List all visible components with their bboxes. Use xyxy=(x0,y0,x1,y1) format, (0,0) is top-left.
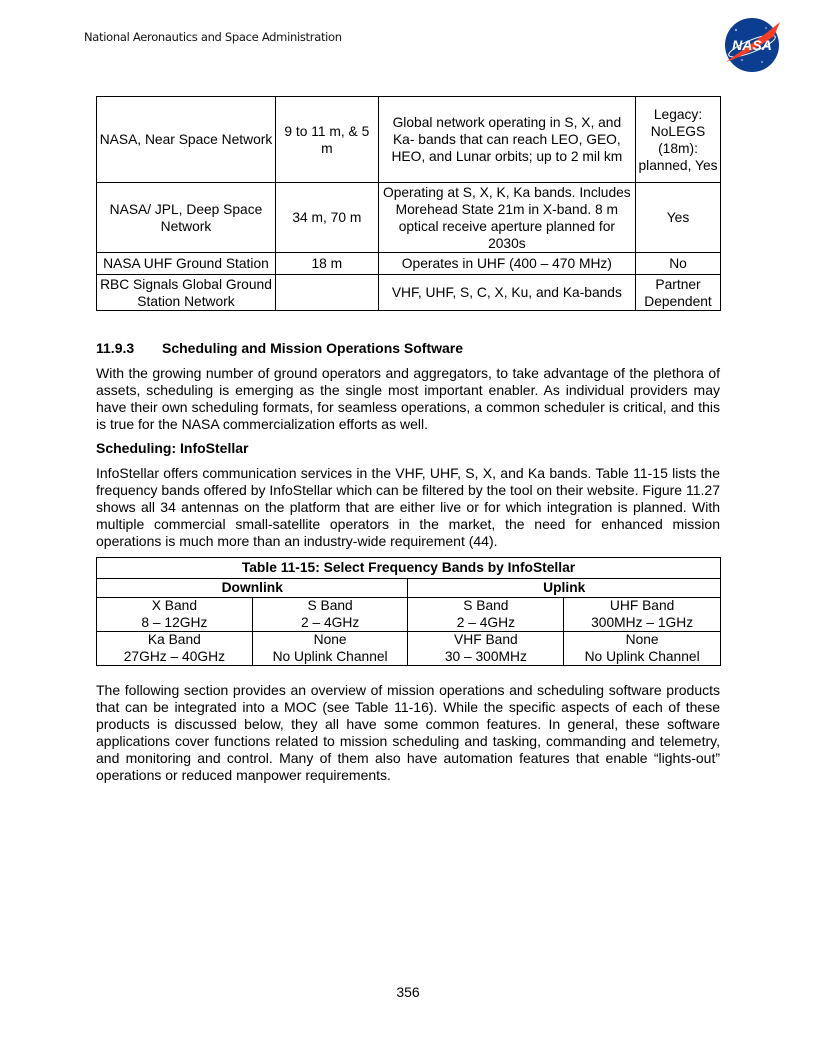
band-cell: VHF Band 30 – 300MHz xyxy=(408,632,564,666)
paragraph-mission-software: The following section provides an overview of mission operations and scheduling software products that can be integrated into a MOC (see Table 11-16). While the specific aspects of each of these products is discussed below, they all have some common features. In general, these software applications cover functions related to mission scheduling and tasking, commanding and telemetry, and monitoring and control. Many of them also have automation features that enable “lights-out” operations or reduced manpower requirements. xyxy=(96,682,720,783)
section-number: 11.9.3 xyxy=(96,340,135,356)
table-row xyxy=(97,183,721,253)
network-name-cell: NASA/ JPL, Deep Space Network xyxy=(97,183,276,253)
table-row xyxy=(97,632,721,666)
status-cell: Partner Dependent xyxy=(636,275,721,311)
uplink-header: Uplink xyxy=(408,579,721,598)
band-cell: None No Uplink Channel xyxy=(564,632,721,666)
page-number: 356 xyxy=(396,984,420,1000)
antenna-size-cell: 18 m xyxy=(275,253,378,275)
band-cell: UHF Band 300MHz – 1GHz xyxy=(564,598,721,632)
antenna-size-cell: 9 to 11 m, & 5 m xyxy=(275,97,378,183)
band-cell: Ka Band 27GHz – 40GHz xyxy=(97,632,253,666)
section-heading xyxy=(96,340,463,356)
table-caption: Table 11-15: Select Frequency Bands by InfoStellar xyxy=(97,558,721,579)
table-row xyxy=(97,97,721,183)
status-cell: No xyxy=(636,253,721,275)
network-name-cell: NASA UHF Ground Station xyxy=(97,253,276,275)
band-cell: None No Uplink Channel xyxy=(252,632,408,666)
network-name-cell: NASA, Near Space Network xyxy=(97,97,276,183)
paragraph-infostellar: InfoStellar offers communication services in the VHF, UHF, S, X, and Ka bands. Table 11-15 lists the frequency bands offered by InfoStellar which can be filtered by the tool on their website. Figure 11.27 shows all 34 antennas on the platform that are either live or for which integration is planned. With multiple commercial small-satellite operators in the market, the need for enhanced mission operations is much more than an industry-wide requirement (44). xyxy=(96,465,720,549)
antenna-size-cell xyxy=(275,275,378,311)
section-title: Scheduling and Mission Operations Software xyxy=(162,340,464,356)
table-row xyxy=(97,253,721,275)
subheading-infostellar: Scheduling: InfoStellar xyxy=(96,440,249,456)
svg-text:NASA: NASA xyxy=(732,37,772,53)
description-cell: Operates in UHF (400 – 470 MHz) xyxy=(378,253,635,275)
nasa-logo-icon xyxy=(722,16,782,74)
description-cell: Global network operating in S, X, and Ka- bands that can reach LEO, GEO, HEO, and Lunar orbits; up to 2 mil km xyxy=(378,97,635,183)
frequency-bands-table xyxy=(96,557,721,666)
band-cell: X Band 8 – 12GHz xyxy=(97,598,253,632)
network-name-cell: RBC Signals Global Ground Station Network xyxy=(97,275,276,311)
table-row xyxy=(97,275,721,311)
table-caption-row xyxy=(97,558,721,579)
description-cell: VHF, UHF, S, C, X, Ku, and Ka-bands xyxy=(378,275,635,311)
organization-name: National Aeronautics and Space Administration xyxy=(84,30,342,44)
table-header-row xyxy=(97,579,721,598)
ground-network-table xyxy=(96,96,721,311)
antenna-size-cell: 34 m, 70 m xyxy=(275,183,378,253)
description-cell: Operating at S, X, K, Ka bands. Includes Morehead State 21m in X-band. 8 m optical receive aperture planned for 2030s xyxy=(378,183,635,253)
downlink-header: Downlink xyxy=(97,579,408,598)
status-cell: Yes xyxy=(636,183,721,253)
status-cell: Legacy: NoLEGS (18m): planned, Yes xyxy=(636,97,721,183)
band-cell: S Band 2 – 4GHz xyxy=(252,598,408,632)
table-row xyxy=(97,598,721,632)
paragraph-scheduling: With the growing number of ground operators and aggregators, to take advantage of the plethora of assets, scheduling is emerging as the single most important enabler. As individual providers may have their own scheduling formats, for seamless operations, a common scheduler is critical, and this is true for the NASA commercialization efforts as well. xyxy=(96,365,720,432)
band-cell: S Band 2 – 4GHz xyxy=(408,598,564,632)
